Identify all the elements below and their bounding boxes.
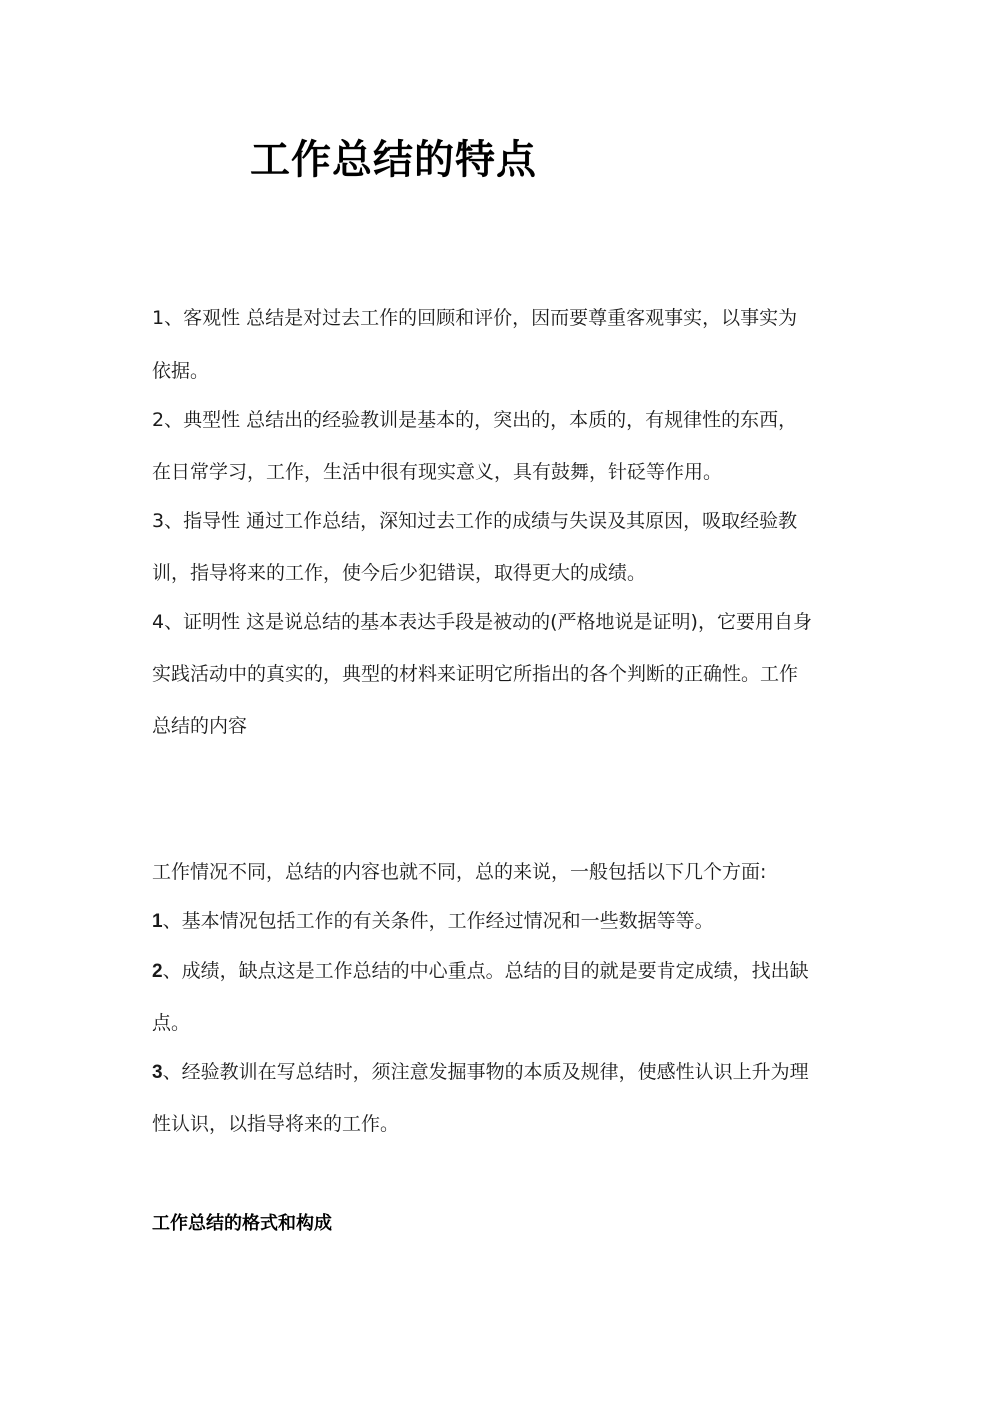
list-item-text: 性认识，以指导将来的工作。 [152,1113,400,1135]
paragraph-line: 在日常学习，工作，生活中很有现实意义，具有鼓舞，针砭等作用。 [152,461,723,483]
section-heading: 工作总结的格式和构成 [152,1213,332,1234]
paragraph-line: 3、指导性 通过工作总结，深知过去工作的成绩与失误及其原因，吸取经验教 [152,510,798,532]
paragraph-line: 4、证明性 这是说总结的基本表达手段是被动的(严格地说是证明)，它要用自身 [152,611,812,633]
list-item [152,959,809,984]
list-item-text: 、经验教训在写总结时，须注意发掘事物的本质及规律，使感性认识上升为理 [162,1061,809,1083]
list-item-number: 2 [152,961,163,982]
list-item [152,909,714,934]
section-intro: 工作情况不同，总结的内容也就不同，总的来说，一般包括以下几个方面: [152,861,767,883]
paragraph-line: 1、客观性 总结是对过去工作的回顾和评价，因而要尊重客观事实，以事实为 [152,307,798,329]
list-item [152,1060,809,1085]
paragraph-line: 依据。 [152,360,210,382]
list-item-number: 1 [152,911,163,932]
paragraph-line: 实践活动中的真实的，典型的材料来证明它所指出的各个判断的正确性。工作 [152,663,799,685]
list-item-continuation [152,1112,399,1136]
paragraph-line: 训，指导将来的工作，使今后少犯错误，取得更大的成绩。 [152,562,647,584]
list-item-text: 点。 [152,1012,191,1034]
list-item-number: 3 [152,1062,163,1083]
paragraph-line: 2、典型性 总结出的经验教训是基本的，突出的，本质的，有规律性的东西， [152,409,798,431]
paragraph-line: 总结的内容 [152,715,248,737]
list-item-text: 、基本情况包括工作的有关条件，工作经过情况和一些数据等等。 [162,910,714,932]
page-title: 工作总结的特点 [250,136,537,183]
list-item-text: 、成绩，缺点这是工作总结的中心重点。总结的目的就是要肯定成绩，找出缺 [162,960,809,982]
list-item-continuation [152,1011,190,1035]
